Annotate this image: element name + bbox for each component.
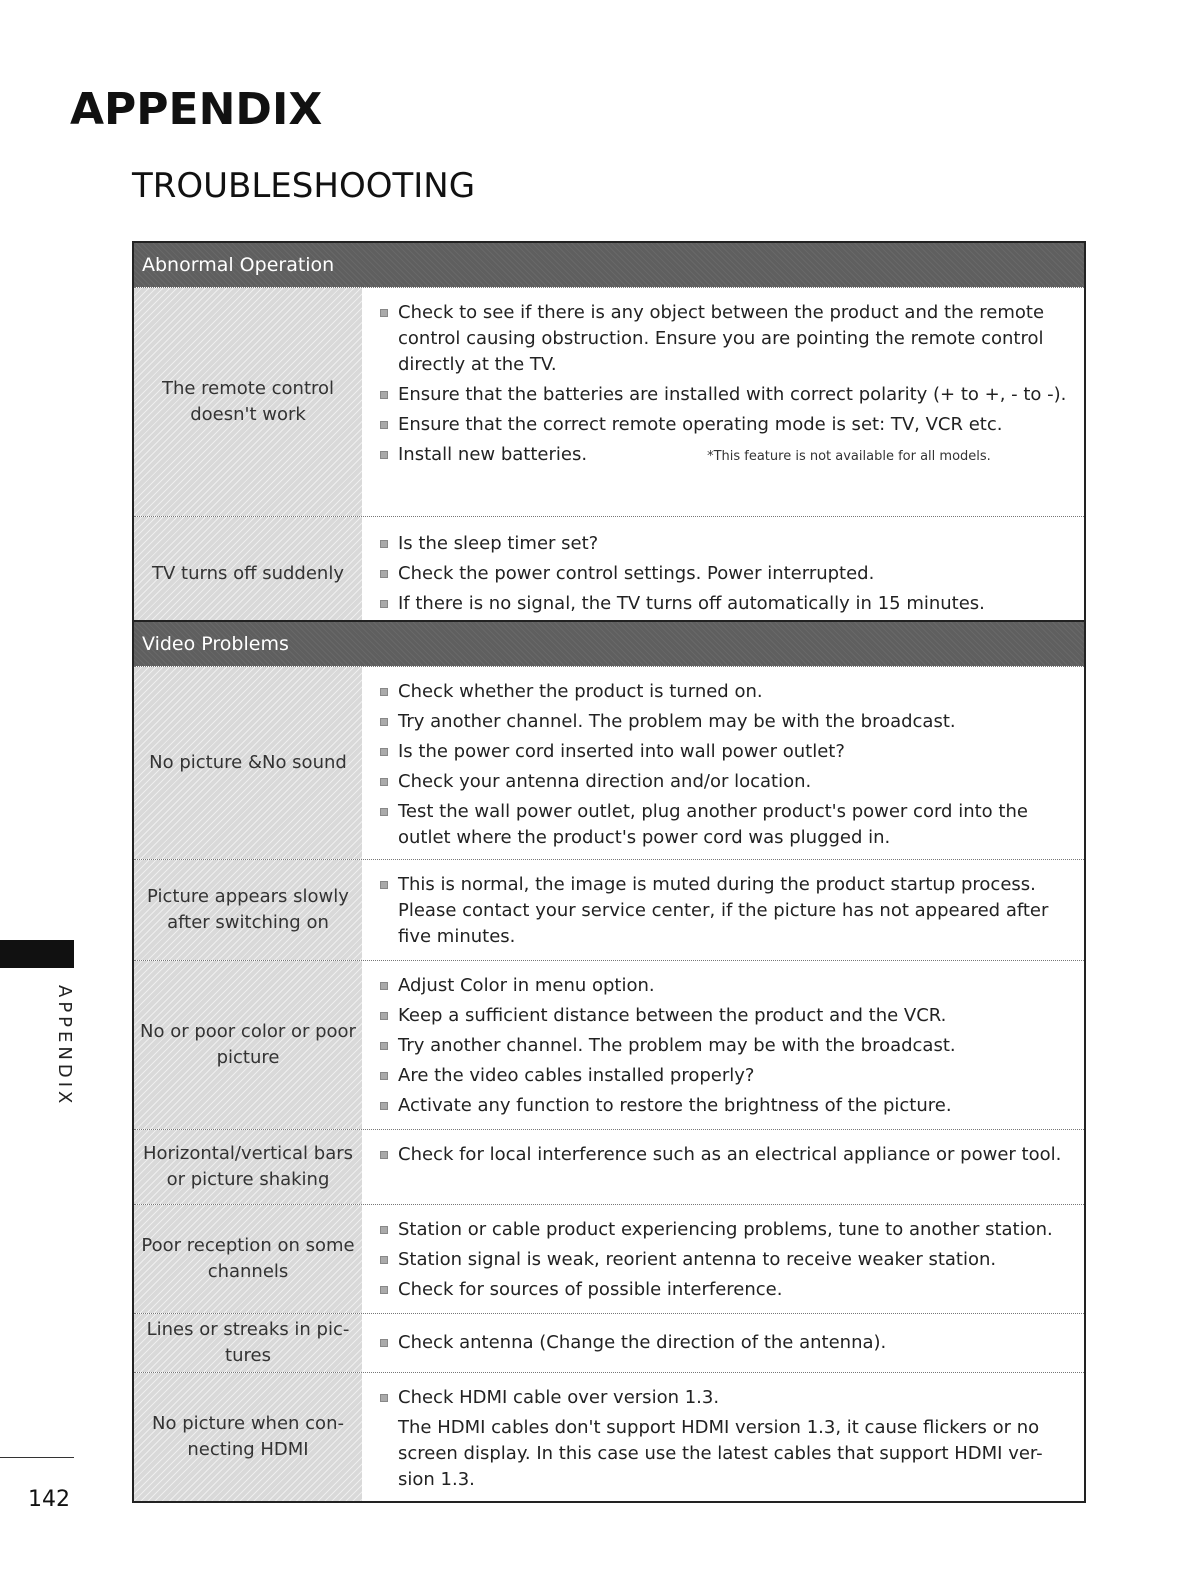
remedy-item: Try another channel. The problem may be with the broadcast. (376, 1033, 1070, 1059)
symptom-cell: Picture appears slowly after switching on (134, 860, 362, 960)
remedy-item: Ensure that the correct remote operating mode is set: TV, VCR etc. (376, 412, 1070, 438)
remedy-item: Is the sleep timer set? (376, 531, 1070, 557)
table-row (134, 287, 1084, 516)
symptom-cell: No or poor color or poor picture (134, 961, 362, 1129)
table-row (134, 1372, 1084, 1501)
remedy-list (362, 1205, 1084, 1313)
remedy-list (362, 860, 1084, 960)
remedy-item: This is normal, the image is muted during the product startup process. Please contact your service center, if the picture has not appeared after five minutes. (376, 872, 1070, 950)
remedy-item: Check whether the product is turned on. (376, 679, 1070, 705)
remedy-item: Check to see if there is any object between the product and the remote control causing obstruction. Ensure you are pointing the remote control directly at the TV. (376, 300, 1070, 378)
remedy-item: Ensure that the batteries are installed with correct polarity (+ to +, - to -). (376, 382, 1070, 408)
remedy-item: Check HDMI cable over version 1.3. (376, 1385, 1070, 1411)
table-row (134, 1313, 1084, 1372)
symptom-cell: The remote control doesn't work (134, 288, 362, 516)
remedy-list (362, 288, 1084, 516)
remedy-item: Adjust Color in menu option. (376, 973, 1070, 999)
remedy-item: Station or cable product experiencing problems, tune to another station. (376, 1217, 1070, 1243)
remedy-item: Are the video cables installed properly? (376, 1063, 1070, 1089)
table-row (134, 960, 1084, 1129)
symptom-cell: Lines or streaks in pic-tures (134, 1314, 362, 1372)
table-header: Video Problems (134, 622, 1084, 666)
remedy-list (362, 1373, 1084, 1501)
symptom-cell: Poor reception on some channels (134, 1205, 362, 1313)
side-section-label: APPENDIX (54, 985, 75, 1108)
remedy-list (362, 1314, 1084, 1372)
remedy-list (362, 667, 1084, 859)
remedy-item: Check the power control settings. Power interrupted. (376, 561, 1070, 587)
remedy-item: Check your antenna direction and/or location. (376, 769, 1070, 795)
symptom-cell: TV turns off suddenly (134, 517, 362, 631)
video-problems-table (132, 620, 1086, 1503)
symptom-cell: No picture when con-necting HDMI (134, 1373, 362, 1501)
abnormal-operation-table (132, 241, 1086, 633)
remedy-item: Check antenna (Change the direction of the antenna). (376, 1330, 886, 1356)
remedy-item: Try another channel. The problem may be with the broadcast. (376, 709, 1070, 735)
remedy-list (362, 1130, 1084, 1204)
table-row (134, 1129, 1084, 1204)
section-title: TROUBLESHOOTING (132, 166, 476, 206)
appendix-title: APPENDIX (70, 84, 323, 135)
remedy-list (362, 961, 1084, 1129)
remedy-item: If there is no signal, the TV turns off automatically in 15 minutes. (376, 591, 1070, 617)
availability-note: *This feature is not available for all models. (707, 449, 991, 464)
remedy-text: Install new batteries. (398, 444, 588, 465)
symptom-cell: No picture &No sound (134, 667, 362, 859)
remedy-list (362, 517, 1084, 631)
section-tab-marker (0, 940, 74, 968)
remedy-item: Check for local interference such as an electrical appliance or power tool. (376, 1142, 1070, 1168)
remedy-item: Activate any function to restore the brightness of the picture. (376, 1093, 1070, 1119)
table-row (134, 859, 1084, 960)
remedy-detail: The HDMI cables don't support HDMI version 1.3, it cause flickers or no screen display. In this case use the latest cables that support HDMI ver-sion 1.3. (398, 1417, 1043, 1490)
remedy-item: Is the power cord inserted into wall power outlet? (376, 739, 1070, 765)
remedy-item (376, 442, 1070, 470)
remedy-item: Check for sources of possible interference. (376, 1277, 1070, 1303)
table-row (134, 1204, 1084, 1313)
remedy-item: Station signal is weak, reorient antenna to receive weaker station. (376, 1247, 1070, 1273)
table-header: Abnormal Operation (134, 243, 1084, 287)
symptom-cell: Horizontal/vertical bars or picture shaking (134, 1130, 362, 1204)
remedy-item: Test the wall power outlet, plug another product's power cord into the outlet where the product's power cord was plugged in. (376, 799, 1070, 851)
table-row (134, 516, 1084, 631)
table-row (134, 666, 1084, 859)
page-number-rule (0, 1457, 74, 1458)
remedy-item: Keep a sufficient distance between the product and the VCR. (376, 1003, 1070, 1029)
page-number: 142 (28, 1487, 70, 1512)
